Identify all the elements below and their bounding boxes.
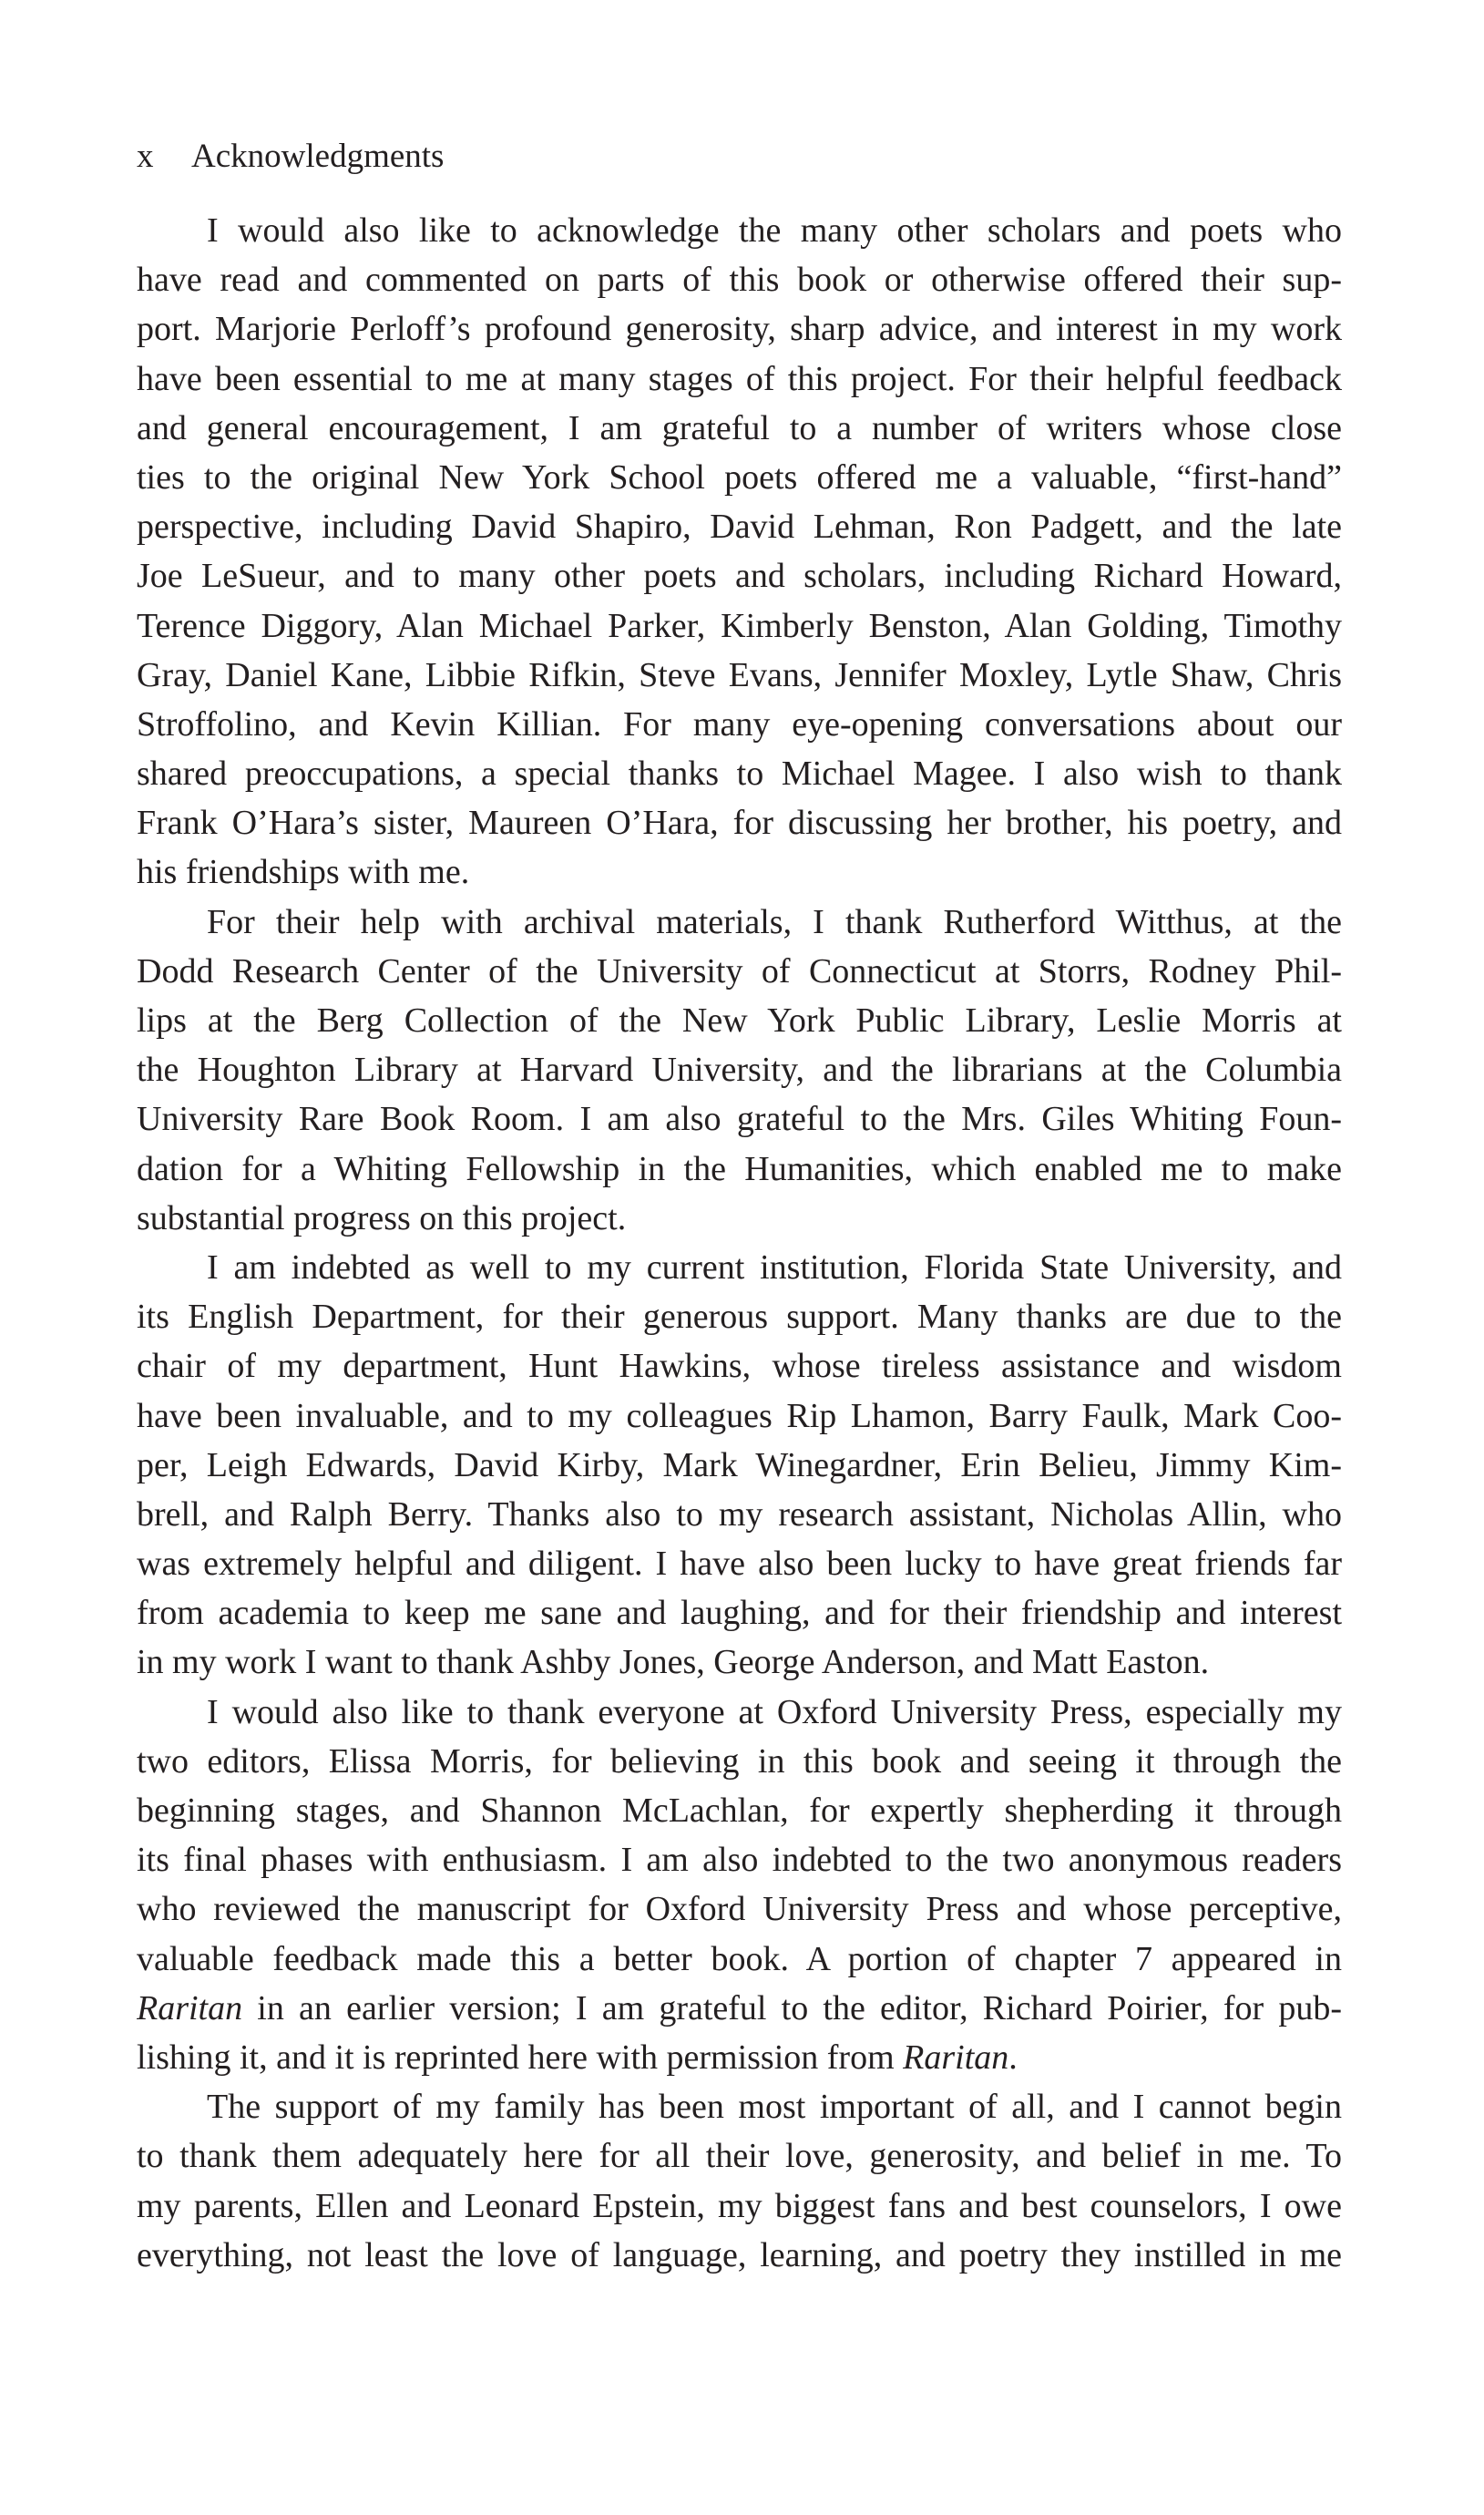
text-run: have been invaluable, and to my colleagues Rip Lhamon, Barry Faulk, Mark Coo- — [137, 1396, 1342, 1435]
text-run: have read and commented on parts of this book or otherwise offered their sup- — [137, 261, 1342, 300]
text-line — [137, 1588, 1342, 1637]
text-run: to thank them adequately here for all their love, generosity, and belief in me. To — [137, 2137, 1342, 2176]
text-line — [137, 1786, 1342, 1835]
text-run: perspective, including David Shapiro, David Lehman, Ron Padgett, and the late — [137, 508, 1342, 547]
text-run: its English Department, for their generous support. Many thanks are due to the — [137, 1298, 1342, 1337]
text-run: The support of my family has been most important of all, and I cannot begin — [207, 2088, 1342, 2127]
text-line — [137, 1935, 1342, 1984]
text-run: ties to the original New York School poets offered me a valuable, “first-hand” — [137, 457, 1342, 497]
text-line — [137, 1094, 1342, 1144]
text-line — [137, 1835, 1342, 1884]
italic-title: Raritan — [137, 1988, 243, 2027]
text-line — [137, 502, 1342, 551]
text-line — [137, 255, 1342, 304]
running-head — [137, 135, 444, 179]
text-line — [137, 1441, 1342, 1490]
text-line — [137, 847, 1342, 897]
text-run: the Houghton Library at Harvard University, and the librarians at the Columbia — [137, 1051, 1342, 1090]
text-line — [137, 1490, 1342, 1539]
text-line — [137, 2131, 1342, 2181]
text-line — [137, 1884, 1342, 1934]
text-run: Gray, Daniel Kane, Libbie Rifkin, Steve Evans, Jennifer Moxley, Lytle Shaw, Chris — [137, 655, 1342, 694]
text-run: I would also like to acknowledge the many other scholars and poets who — [207, 211, 1342, 250]
text-line — [137, 404, 1342, 453]
text-run: For their help with archival materials, I thank Rutherford Witthus, at the — [207, 902, 1342, 941]
text-run: his friendships with me. — [137, 853, 470, 892]
text-line — [137, 1539, 1342, 1588]
text-run: Joe LeSueur, and to many other poets and scholars, including Richard Howard, — [137, 557, 1342, 596]
text-run: in my work I want to thank Ashby Jones, George Anderson, and Matt Easton. — [137, 1643, 1210, 1682]
text-line — [137, 1243, 1342, 1292]
paragraph-scholars — [137, 206, 1342, 898]
text-line — [137, 1145, 1342, 1194]
text-line — [137, 1341, 1342, 1391]
page-number: x — [137, 138, 154, 175]
text-run: . — [1008, 2038, 1018, 2077]
text-line — [137, 1688, 1342, 1737]
italic-title: Raritan — [903, 2038, 1009, 2077]
text-run: its final phases with enthusiasm. I am also indebted to the two anonymous readers — [137, 1841, 1342, 1880]
text-line — [137, 749, 1342, 798]
text-line — [137, 1194, 1342, 1243]
body-text — [137, 206, 1342, 2280]
text-line — [137, 1984, 1342, 2033]
text-line — [137, 2033, 1342, 2082]
text-line — [137, 206, 1342, 255]
text-line — [137, 947, 1342, 996]
text-run: valuable feedback made this a better book. A portion of chapter 7 appeared in — [137, 1939, 1342, 1978]
text-line — [137, 601, 1342, 651]
text-line — [137, 898, 1342, 947]
text-run: Frank O’Hara’s sister, Maureen O’Hara, for discussing her brother, his poetry, and — [137, 804, 1342, 843]
text-line — [137, 354, 1342, 404]
text-run: everything, not least the love of language, learning, and poetry they instilled in me — [137, 2235, 1342, 2274]
text-run: shared preoccupations, a special thanks to Michael Magee. I also wish to thank — [137, 754, 1342, 794]
text-run: and general encouragement, I am grateful to a number of writers whose close — [137, 408, 1342, 447]
text-run: Stroffolino, and Kevin Killian. For many eye-opening conversations about our — [137, 704, 1342, 744]
text-run: Terence Diggory, Alan Michael Parker, Kimberly Benston, Alan Golding, Timothy — [137, 606, 1342, 645]
paragraph-family — [137, 2082, 1342, 2280]
text-run: lips at the Berg Collection of the New York Public Library, Leslie Morris at — [137, 1001, 1342, 1040]
text-line — [137, 798, 1342, 847]
text-line — [137, 304, 1342, 354]
text-line — [137, 2082, 1342, 2131]
text-line — [137, 453, 1342, 502]
text-line — [137, 1292, 1342, 1341]
paragraph-archives — [137, 898, 1342, 1243]
text-run: I am indebted as well to my current institution, Florida State University, and — [207, 1247, 1342, 1287]
text-run: who reviewed the manuscript for Oxford University Press and whose perceptive, — [137, 1890, 1342, 1929]
text-run: lishing it, and it is reprinted here with permission from — [137, 2038, 904, 2077]
text-run: per, Leigh Edwards, David Kirby, Mark Winegardner, Erin Belieu, Jimmy Kim- — [137, 1445, 1342, 1484]
text-line — [137, 1737, 1342, 1786]
text-run: two editors, Elissa Morris, for believing in this book and seeing it through the — [137, 1741, 1342, 1781]
text-run: brell, and Ralph Berry. Thanks also to my research assistant, Nicholas Allin, who — [137, 1494, 1342, 1534]
text-run: was extremely helpful and diligent. I have also been lucky to have great friends far — [137, 1545, 1342, 1584]
text-run: chair of my department, Hunt Hawkins, whose tireless assistance and wisdom — [137, 1347, 1342, 1386]
chapter-title: Acknowledgments — [191, 138, 445, 175]
text-run: I would also like to thank everyone at Oxford University Press, especially my — [207, 1692, 1342, 1731]
text-line — [137, 700, 1342, 749]
text-run: my parents, Ellen and Leonard Epstein, my biggest fans and best counselors, I owe — [137, 2186, 1342, 2225]
text-run: University Rare Book Room. I am also grateful to the Mrs. Giles Whiting Foun- — [137, 1100, 1342, 1139]
text-line — [137, 1391, 1342, 1441]
text-line — [137, 1637, 1342, 1687]
text-run: from academia to keep me sane and laughing, and for their friendship and interest — [137, 1594, 1342, 1633]
paragraph-institution — [137, 1243, 1342, 1688]
text-line — [137, 1045, 1342, 1094]
text-line — [137, 2231, 1342, 2280]
text-line — [137, 551, 1342, 601]
text-line — [137, 651, 1342, 700]
text-line — [137, 2181, 1342, 2231]
text-run: dation for a Whiting Fellowship in the Humanities, which enabled me to make — [137, 1149, 1342, 1188]
text-run: beginning stages, and Shannon McLachlan, for expertly shepherding it through — [137, 1791, 1342, 1830]
text-run: Dodd Research Center of the University of Connecticut at Storrs, Rodney Phil- — [137, 951, 1342, 991]
text-run: have been essential to me at many stages of this project. For their helpful feedback — [137, 359, 1342, 398]
text-line — [137, 996, 1342, 1045]
paragraph-publisher — [137, 1688, 1342, 2083]
text-run: port. Marjorie Perloff’s profound generosity, sharp advice, and interest in my work — [137, 310, 1342, 349]
text-run: in an earlier version; I am grateful to the editor, Richard Poirier, for pub- — [242, 1988, 1342, 2027]
text-run: substantial progress on this project. — [137, 1198, 627, 1237]
